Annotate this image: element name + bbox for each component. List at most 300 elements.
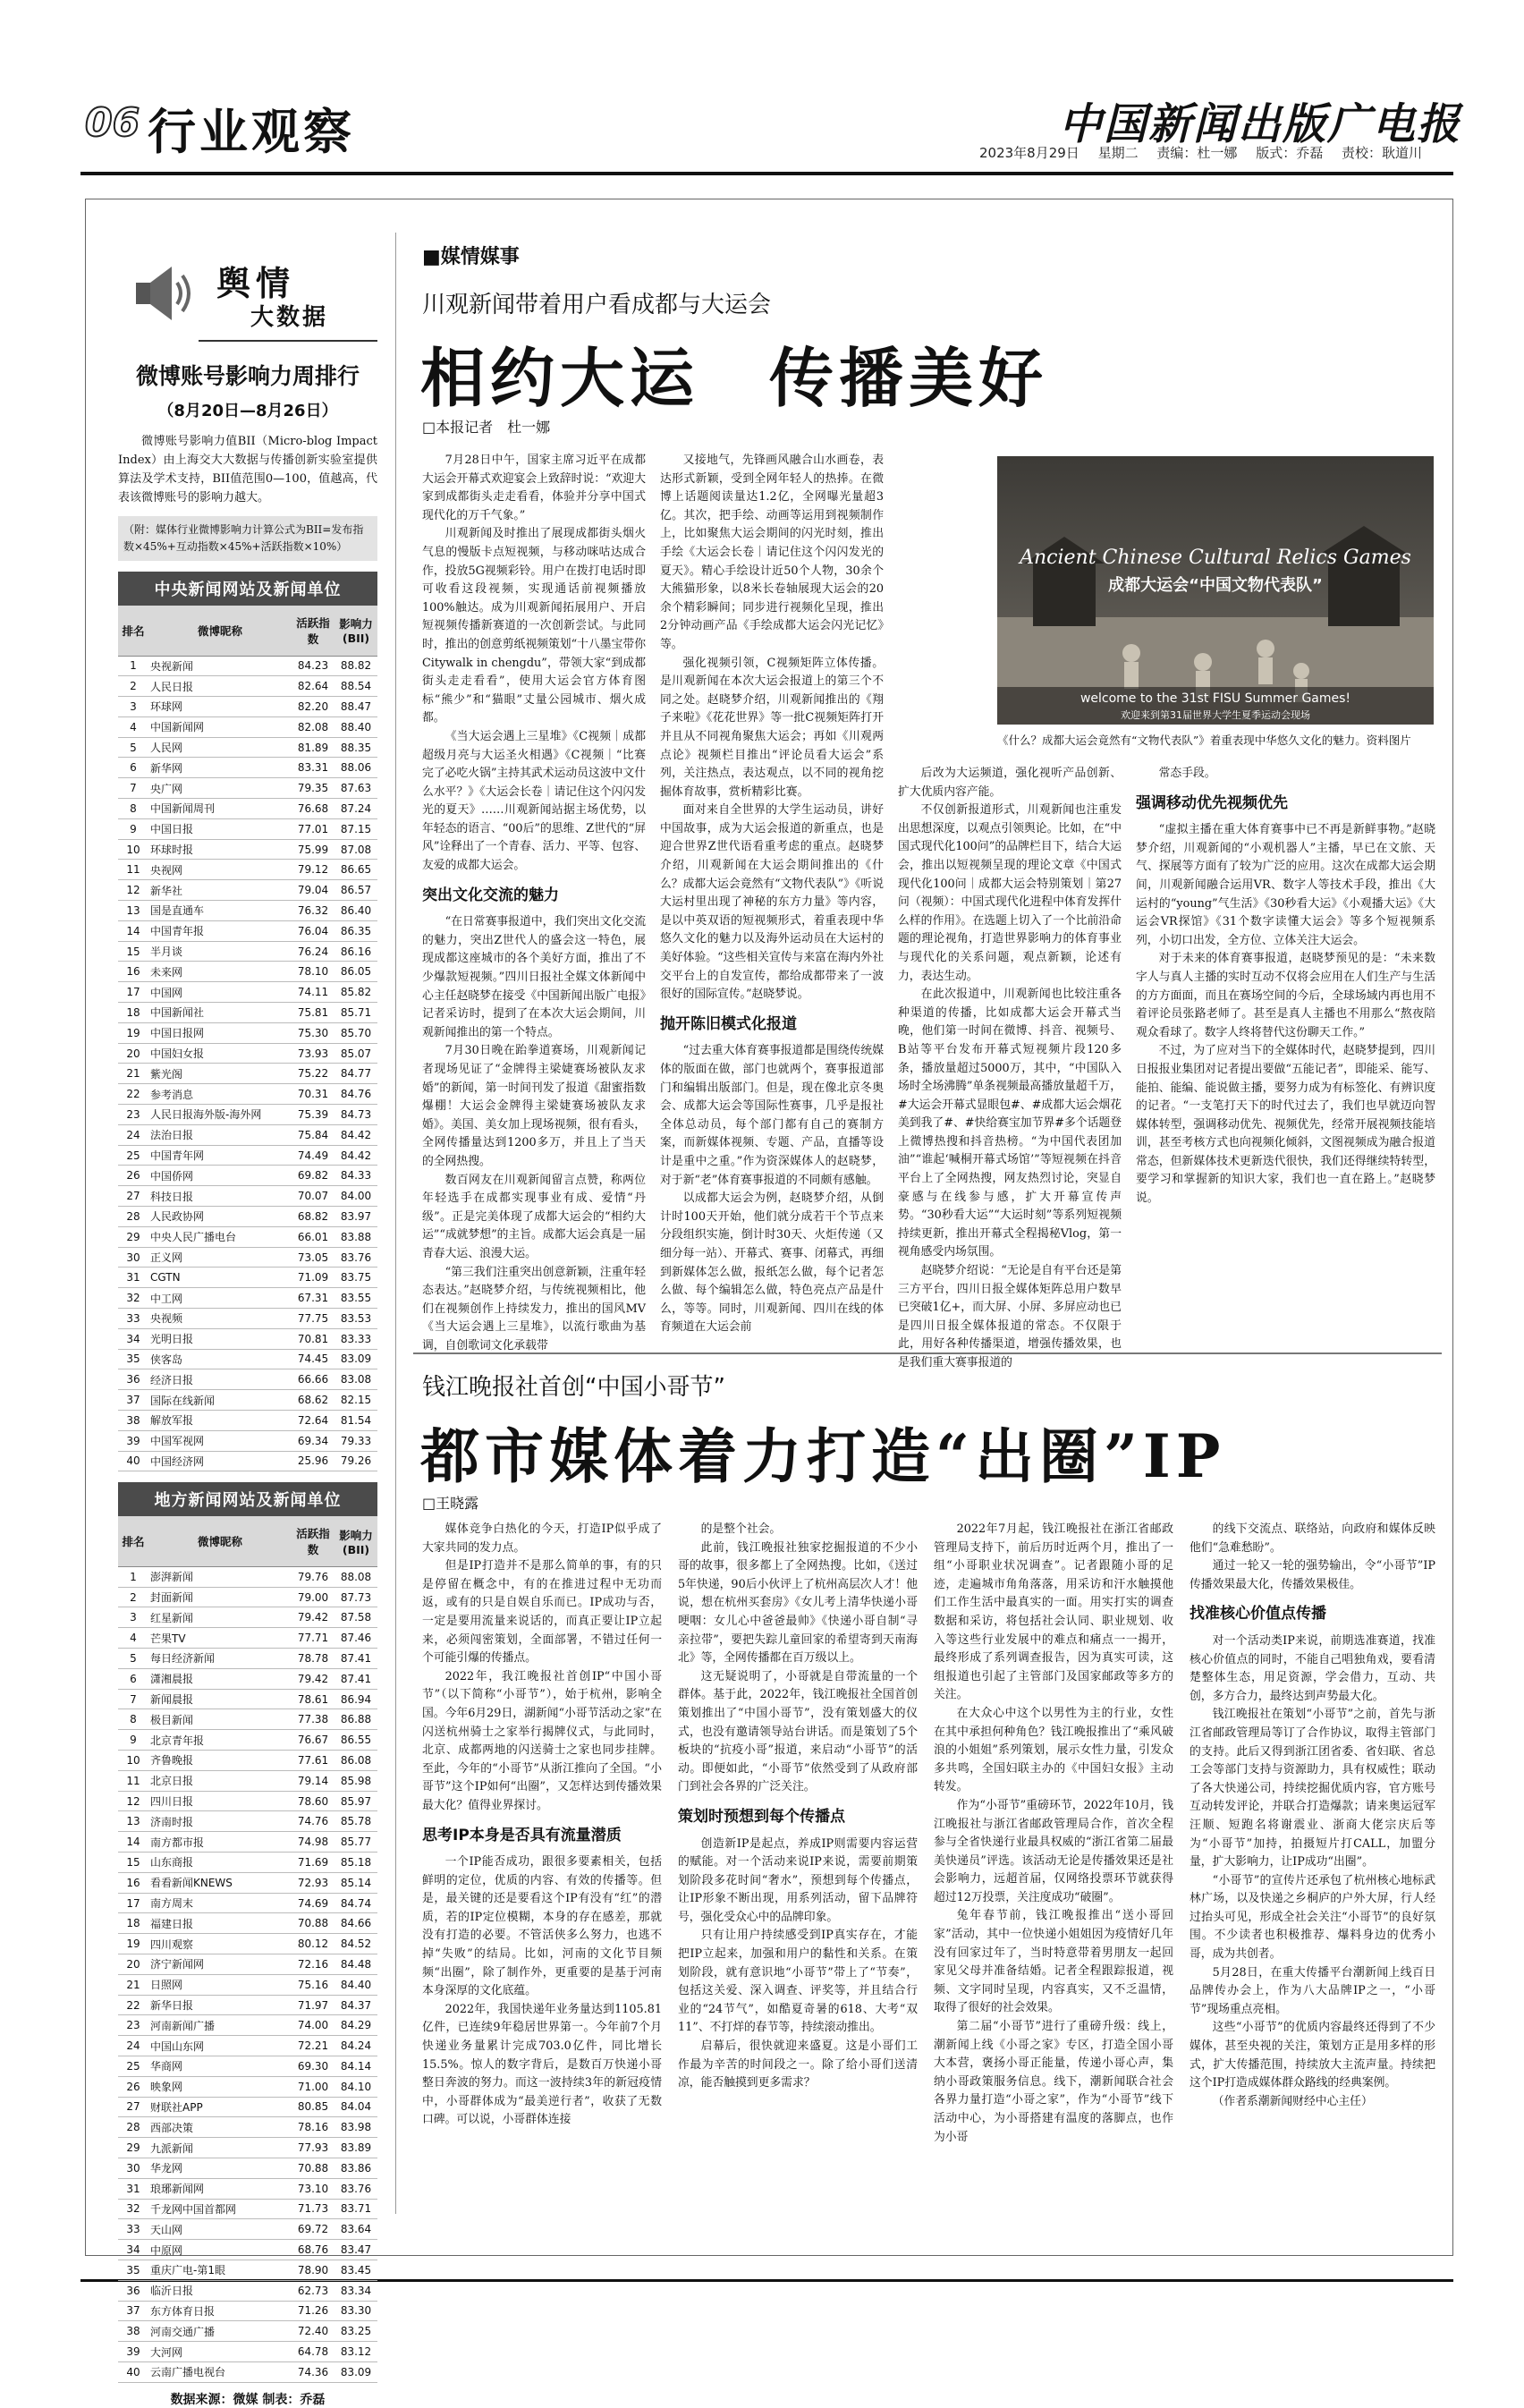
banner-rule [199,340,377,342]
sidebar-banner [118,250,377,344]
table-row [118,1309,377,1329]
photo-welcome-cn: 欢迎来到第31届世界大学生夏季运动会现场 [1121,709,1310,721]
impact-cell: 83.12 [334,2342,377,2362]
table-row [118,2015,377,2036]
article1-subheading-3: 强调移动优先视频优先 [1136,793,1288,812]
impact-cell: 87.73 [334,1587,377,1607]
table-row [118,1369,377,1390]
paragraph: “虚拟主播在重大体育赛事中已不再是新鲜事物。”赵晓梦介绍，川观新闻的“小观机器人”主播，早已在文旅、天气、探展等方面有了较为广泛的应用。这次在成都大运会期间，川观新闻融合运用VR、数字人等技术手段，推出《大运村的“young”气生活》《30秒看大运》《小观播大运》《大运会VR探馆》《31个数字读懂大运会》等多个短视频系列，小切口出发，全方位、立体关注大运会。 [1136,823,1435,947]
name-cell: 重庆广电-第1眼 [148,2260,292,2280]
active-cell: 70.31 [292,1084,334,1105]
article1-col1b-body [422,913,646,1355]
name-cell: 中国侨网 [148,1166,292,1186]
name-cell: 映象网 [148,2076,292,2097]
table-row [118,962,377,982]
rank-cell: 37 [118,1390,148,1411]
active-cell: 80.12 [292,1934,334,1954]
impact-cell: 87.24 [334,799,377,819]
name-cell: 东方体育日报 [148,2301,292,2321]
article2-col2 [678,1521,918,2205]
name-cell: 央视新闻 [148,656,292,676]
paragraph: 这些“小哥节”的优质内容最终还得到了不少媒体，甚至央视的关注，策划方正是用多样的形式，扩大传播范围，持续放大主流声量。持续把这个IP打造成媒体群众路线的经典案例。 [1190,2021,1435,2090]
active-cell: 84.23 [292,656,334,676]
issue-meta [979,143,1436,162]
impact-cell: 83.34 [334,2280,377,2301]
table-row [118,1751,377,1771]
table-row [118,1430,377,1451]
active-cell: 69.82 [292,1166,334,1186]
table-row [118,941,377,962]
active-cell: 74.49 [292,1145,334,1166]
table-row [118,1288,377,1309]
active-cell: 72.21 [292,2036,334,2056]
col-impact: 影响力(BII) [334,606,377,656]
table-row [118,1668,377,1689]
impact-cell: 83.64 [334,2219,377,2240]
rank-cell: 18 [118,1913,148,1934]
article1-col2b-body [660,1042,884,1337]
paragraph: 但是IP打造并不是那么简单的事，有的只是停留在概念中，有的在推进过程中无功而返，或有的只是自娱自乐而已。IP成功与否，一定是要用流量来说话的，而真正要让IP立起来，必须闯密策划，全面部署，不错过任何一个可能引爆的传播点。 [422,1559,662,1666]
name-cell: 云南广播电视台 [148,2361,292,2382]
active-cell: 76.68 [292,799,334,819]
table-row [118,860,377,880]
rank-cell: 40 [118,2361,148,2382]
rank-cell: 21 [118,1064,148,1084]
photo-spacer [898,452,1122,765]
table-row [118,758,377,778]
impact-cell: 84.10 [334,2076,377,2097]
rank-cell: 33 [118,2219,148,2240]
rank-cell: 32 [118,2199,148,2219]
table-row [118,716,377,737]
name-cell: 澎湃新闻 [148,1566,292,1587]
impact-cell: 88.06 [334,758,377,778]
paragraph: 创造新IP是起点，养成IP则需要内容运营的赋能。对一个活动来说IP来说，需要前期策划阶段多花时间“奢水”，预想到每个传播点，让IP形象不断出现，用系列活动，留下品牌符号，强化受众心中的品牌印象。 [678,1836,918,1924]
paragraph: 第二届“小哥节”进行了重磅升级：线上，潮新闻上线《小哥之家》专区，打造全国小哥大本营，褒扬小哥正能量，传递小哥心声，集纳小哥政策服务信息。线下，潮新闻联合社会各界力量打造“小哥之家”，作为“小哥节”线下活动中心，为小哥搭建有温度的落脚点，也作为小哥 [934,2020,1173,2144]
name-cell: 临沂日报 [148,2280,292,2301]
rank-cell: 24 [118,2036,148,2056]
table-row [118,1207,377,1227]
impact-cell: 83.86 [334,2158,377,2178]
name-cell: 南方都市报 [148,1832,292,1853]
table-row [118,1064,377,1084]
active-cell: 25.96 [292,1451,334,1471]
rank-cell: 32 [118,1288,148,1309]
name-cell: 济宁新闻网 [148,1954,292,1975]
paragraph: “在日常赛事报道中，我们突出文化交流的魅力，突出Z世代人的盛会这一特色，展现成都这座城市的各个美好方面，推出了不少爆款短视频。”四川日报社全媒文体新闻中心主任赵晓梦在接受《中国新闻出版广电报》记者采访时，提到了在本次大运会期间，川观新闻推出的第一个特点。 [422,915,646,1039]
rank-cell: 26 [118,1166,148,1186]
rank-cell: 34 [118,2240,148,2260]
rank-cell: 10 [118,1751,148,1771]
name-cell: 芒果TV [148,1628,292,1649]
article2-subheading-1: 思考IP本身是否具有流量潜质 [422,1826,622,1844]
article1-col3 [898,452,1122,1369]
paragraph: 7月30日晚在跆拳道赛场，川观新闻记者现场见证了“金牌得主梁婕赛场被队友求婚”的新闻，第一时间刊发了报道《甜蜜指数爆棚！大运会金牌得主梁婕赛场被队友求婚》。美国、美女加上现场视频，很有看头，全网传播量达到1200多万，并且上了当天的全网热搜。 [422,1044,646,1168]
active-cell: 70.88 [292,1913,334,1934]
impact-cell: 84.04 [334,2097,377,2117]
rank-cell: 27 [118,2097,148,2117]
name-cell: 中国新闻网 [148,716,292,737]
active-cell: 78.78 [292,1649,334,1669]
rank-cell: 20 [118,1043,148,1064]
rank-cell: 3 [118,1607,148,1628]
paragraph: 2022年7月起，钱江晚报社在浙江省邮政管理局支持下，前后历时近两个月，推出了一组“小哥职业状况调查”。记者跟随小哥的足迹，走遍城市角角落落，用采访和汗水触摸他们工作生活中最真实的一面。用实打实的调查数据和采访，将包括社会认同、职业规划、收入等这些行业发展中的难点和痛点一一揭开，最终形成了系列调查报告，因为真实可读，这组报道也引起了主管部门及国家邮政等多方的关注。 [934,1522,1173,1702]
table-row [118,799,377,819]
impact-cell: 87.08 [334,839,377,860]
impact-cell: 84.48 [334,1954,377,1975]
impact-cell: 84.42 [334,1145,377,1166]
impact-cell: 83.53 [334,1309,377,1329]
table-row [118,2178,377,2199]
impact-cell: 86.94 [334,1689,377,1709]
impact-cell: 84.66 [334,1913,377,1934]
impact-cell: 84.37 [334,1995,377,2015]
impact-cell: 85.14 [334,1872,377,1893]
active-cell: 79.42 [292,1668,334,1689]
paragraph: 不仅创新报道形式，川观新闻也注重发出思想深度，以观点引领舆论。比如，在“中国式现代化100问”的品牌栏目下，结合大运会，推出以短视频呈现的理论文章《中国式现代化100问｜成都大运会特别策划｜第27问（视频）：中国式现代化进程中体育发挥什么样的作用》。在选题上切入了一个比前沿命题的理论视角，打造世界影响力的体育事业与现代化的关系问题，观点新颖，论述有力，表达生动。 [898,803,1122,983]
table-row [118,1410,377,1430]
name-cell: 潇湘晨报 [148,1668,292,1689]
paragraph: （作者系潮新闻财经中心主任） [1212,2094,1373,2108]
active-cell: 71.69 [292,1853,334,1873]
article1-col4a-body [1136,765,1435,784]
table-row [118,676,377,697]
table-row [118,1166,377,1186]
rank-cell: 35 [118,2260,148,2280]
name-cell: 央视网 [148,860,292,880]
col-impact: 影响力(BII) [334,1516,377,1566]
active-cell: 69.72 [292,2219,334,2240]
active-cell: 77.38 [292,1709,334,1730]
table-row [118,2117,377,2138]
banner-subtitle: 大数据 [250,304,329,331]
rank-cell: 19 [118,1022,148,1043]
active-cell: 81.89 [292,737,334,758]
table-row [118,2342,377,2362]
name-cell: 环球网 [148,697,292,717]
active-cell: 75.99 [292,839,334,860]
paragraph: 在大众心中这个以男性为主的行业，女性在其中承担何种角色？钱江晚报推出了“乘风破浪的小姐姐”系列策划，展示女性力量，引发众多共鸣，全国妇联主办的《中国妇女报》主动转发。 [934,1706,1173,1794]
article-tag: ■媒情媒事 [422,246,520,268]
active-cell: 78.61 [292,1689,334,1709]
active-cell: 80.85 [292,2097,334,2117]
active-cell: 72.64 [292,1410,334,1430]
name-cell: 华龙网 [148,2158,292,2178]
active-cell: 82.64 [292,676,334,697]
active-cell: 77.75 [292,1309,334,1329]
paragraph: “第三我们注重突出创意新颖，注重年轻态表达。”赵晓梦介绍，与传统视频相比，他们在视频创作上持续发力，推出的国风MV《当大运会遇上三星堆》，以流行歌曲为基调，自创歌词文化承载带 [422,1265,646,1352]
name-cell: 人民日报 [148,676,292,697]
active-cell: 75.81 [292,1003,334,1023]
rank-cell: 39 [118,2342,148,2362]
name-cell: 北京青年报 [148,1730,292,1751]
impact-cell: 86.08 [334,1751,377,1771]
active-cell: 62.73 [292,2280,334,2301]
table-row [118,2097,377,2117]
name-cell: CGTN [148,1268,292,1288]
active-cell: 72.40 [292,2321,334,2342]
rank-cell: 39 [118,1430,148,1451]
active-cell: 70.07 [292,1186,334,1207]
impact-cell: 83.08 [334,1369,377,1390]
table-row [118,1934,377,1954]
name-cell: 大河网 [148,2342,292,2362]
col-active: 活跃指数 [292,606,334,656]
active-cell: 75.22 [292,1064,334,1084]
name-cell: 中国新闻社 [148,1003,292,1023]
article-separator [413,1352,1442,1354]
rank-cell: 19 [118,1934,148,1954]
active-cell: 71.97 [292,1995,334,2015]
active-cell: 72.93 [292,1872,334,1893]
article1-col2 [660,452,884,1342]
rank-cell: 6 [118,1668,148,1689]
article1-byline: □本报记者 杜一娜 [422,419,551,436]
rank-cell: 25 [118,2056,148,2077]
impact-cell: 83.09 [334,1349,377,1369]
name-cell: 央视频 [148,1309,292,1329]
active-cell: 77.01 [292,818,334,839]
article2-subhead: 钱江晚报社首创“中国小哥节” [422,1374,725,1401]
active-cell: 68.82 [292,1207,334,1227]
rank-cell: 40 [118,1451,148,1471]
impact-cell: 84.14 [334,2056,377,2077]
paragraph: 2022年，我国快递年业务量达到1105.81亿件，已连续9年稳居世界第一。今年前7个月快递业务量累计完成703.0亿件，同比增长15.5%。惊人的数字背后，是数百万快递小哥整日奔波的努力。而这一波持续3年的新冠疫情中，小哥群体成为“最美逆行者”，收获了无数口碑。可以说，小哥群体连接 [422,2002,662,2127]
impact-cell: 87.58 [334,1607,377,1628]
rank-cell: 7 [118,778,148,799]
active-cell: 70.81 [292,1328,334,1349]
table-row [118,1247,377,1268]
rank-cell: 4 [118,716,148,737]
paragraph: 常态手段。 [1158,767,1216,780]
column-separator [395,233,396,2214]
impact-cell: 85.97 [334,1791,377,1811]
table-row [118,2321,377,2342]
active-cell: 79.00 [292,1587,334,1607]
impact-cell: 88.47 [334,697,377,717]
paragraph: 川观新闻及时推出了展现成都街头烟火气息的慢版卡点短视频，与移动咪咕达成合作，投放5G视频彩铃。用户在拨打电话时即可收看这段视频，实现通话前视频播放100%触达。成为川观新闻拓展用户、开启短视频传播新赛道的一次创新尝试。与此同时，推出的创意剪纸视频策划“十八墨宝带你Citywalk in chengdu”，带领大家“到成都街头走走看看”，使用大运会官方体育图标“熊少”和“猫眼”丈量公园城市、烟火成都。 [422,527,646,725]
impact-cell: 86.57 [334,880,377,901]
impact-cell: 88.40 [334,716,377,737]
impact-cell: 88.54 [334,676,377,697]
table-row [118,2361,377,2382]
table-row [118,2158,377,2178]
impact-cell: 86.05 [334,962,377,982]
local-ranking-table [118,1516,377,2382]
name-cell: 四川观察 [148,1934,292,1954]
table-row [118,2260,377,2280]
table-row [118,656,377,676]
active-cell: 71.09 [292,1268,334,1288]
name-cell: 人民政协网 [148,1207,292,1227]
impact-cell: 82.15 [334,1390,377,1411]
active-cell: 79.12 [292,860,334,880]
paragraph: 以成都大运会为例，赵晓梦介绍，从倒计时100天开始，他们就分成若干个节点来分段组织实施，倒计时30天、火炬传递（又细分每一站）、开幕式、赛事、闭幕式，再细到新媒体怎么做，报纸怎么做，每个记者怎么做、每个编辑怎么做，特色亮点产品是什么，等等。同时，川观新闻、四川在线的体育频道在大运会前 [660,1191,884,1335]
rank-cell: 11 [118,1770,148,1791]
table-row [118,2076,377,2097]
name-cell: 看看新闻KNEWS [148,1872,292,1893]
paragraph: 赵晓梦介绍说：“无论是自有平台还是第三方平台，四川日报全媒体矩阵总用户数早已突破1亿+，而大屏、小屏、多屏应动也已是四川日报全媒体报道的常态。不仅限于此，用好各种传播渠道，增强传播效果，也是我们重大赛事报道的 [898,1264,1122,1369]
name-cell: 新华日报 [148,1995,292,2015]
rank-cell: 27 [118,1186,148,1207]
article2-col3 [934,1521,1173,2205]
photo-welcome: welcome to the 31st FISU Summer Games! [1080,691,1351,706]
impact-cell: 87.41 [334,1649,377,1669]
active-cell: 75.39 [292,1105,334,1125]
table-row [118,1268,377,1288]
rank-cell: 22 [118,1084,148,1105]
active-cell: 79.42 [292,1607,334,1628]
table-row [118,2280,377,2301]
name-cell: 中国经济网 [148,1451,292,1471]
article2-col4a-body [1190,1521,1435,1594]
name-cell: 济南时报 [148,1811,292,1832]
name-cell: 每日经济新闻 [148,1649,292,1669]
article2-col1b-body [422,1853,662,2130]
rank-cell: 14 [118,1832,148,1853]
active-cell: 69.34 [292,1430,334,1451]
active-cell: 73.10 [292,2178,334,2199]
impact-cell: 83.98 [334,2117,377,2138]
name-cell: 中原网 [148,2240,292,2260]
table-row [118,1770,377,1791]
banner-title: 舆情 [216,264,296,303]
active-cell: 82.20 [292,697,334,717]
rank-cell: 8 [118,799,148,819]
section-title: 行业观察 [148,104,355,160]
name-cell: 经济日报 [148,1369,292,1390]
rank-cell: 13 [118,901,148,921]
table-row [118,1587,377,1607]
impact-cell: 86.16 [334,941,377,962]
rank-cell: 4 [118,1628,148,1649]
article1-col4 [1136,765,1435,1342]
table-row [118,1186,377,1207]
name-cell: 河南交通广播 [148,2321,292,2342]
impact-cell: 84.24 [334,2036,377,2056]
name-cell: 中国青年报 [148,920,292,941]
name-cell: 北京日报 [148,1770,292,1791]
active-cell: 74.69 [292,1893,334,1913]
active-cell: 77.71 [292,1628,334,1649]
table-row [118,1730,377,1751]
table-row [118,1607,377,1628]
article2-headline: 都市媒体着力打造“出圈”IP [420,1421,1226,1491]
table-row [118,1832,377,1853]
impact-cell: 85.82 [334,982,377,1003]
col-rank: 排名 [118,1516,148,1566]
rank-cell: 28 [118,1207,148,1227]
impact-cell: 87.63 [334,778,377,799]
impact-cell: 79.26 [334,1451,377,1471]
paragraph: 这无疑说明了，小哥就是自带流量的一个群体。基于此，2022年，钱江晚报社全国首创策划推出了“中国小哥节”，没有策划盛大的仪式，也没有邀请领导站台讲话。而是策划了5个板块的“抗疫小哥”报道，来启动“小哥节”的活动。即便如此，“小哥节”依然受到了从政府部门到社会各界的广泛关注。 [678,1669,918,1794]
table-row [118,2199,377,2219]
name-cell: 国际在线新闻 [148,1390,292,1411]
active-cell: 74.45 [292,1349,334,1369]
name-cell: 紫光阁 [148,1064,292,1084]
rank-cell: 31 [118,1268,148,1288]
paragraph: 面对来自全世界的大学生运动员，讲好中国故事，成为大运会报道的新重点，也是迎合世界Z世代语看重考虑的重点。赵晓梦介绍，川观新闻在大运会期间推出的《什么？成都大运会竟然有“文物代表队”》《听说大运村里出现了神秘的东方力量》等内容，是以中英双语的短视频形式，着重表现中华悠久文化的魅力以及海外运动员在大运村的美好体验。“这些相关宣传与来富在海内外社交平台上的自发宣传，都给成都带来了一波很好的国际宣传。”赵晓梦说。 [660,803,884,1002]
rank-cell: 26 [118,2076,148,2097]
photo-title: Ancient Chinese Cultural Relics Games [1020,547,1411,569]
paragraph: 2022年，我江晚报社首创IP“中国小哥节”（以下简称“小哥节”），始于杭州，影响全国。今年6月29日，湖新闻“小哥节活动之家”在闪送杭州骑士之家举行揭牌仪式，与此同时，北京、成都两地的闪送骑士之家也同步挂牌。至此，今年的“小哥节”从浙江推向了全国。“小哥节”这个IP如何“出圈”，又怎样达到传播效果最大化？值得业界探讨。 [422,1669,662,1812]
name-cell: 齐鲁晚报 [148,1751,292,1771]
rank-cell: 20 [118,1954,148,1975]
rank-cell: 2 [118,676,148,697]
active-cell: 69.30 [292,2056,334,2077]
impact-cell: 83.88 [334,1226,377,1247]
impact-cell: 85.77 [334,1832,377,1853]
impact-cell: 86.88 [334,1709,377,1730]
name-cell: 华商网 [148,2056,292,2077]
table-row [118,2219,377,2240]
active-cell: 71.26 [292,2301,334,2321]
impact-cell: 83.45 [334,2260,377,2280]
table-row [118,1145,377,1166]
table-row [118,1974,377,1995]
impact-cell: 88.82 [334,656,377,676]
impact-cell: 88.35 [334,737,377,758]
name-cell: 侠客岛 [148,1349,292,1369]
active-cell: 73.93 [292,1043,334,1064]
article2-col4 [1190,1521,1435,2205]
table-row [118,1628,377,1649]
active-cell: 71.73 [292,2199,334,2219]
impact-cell: 84.76 [334,1084,377,1105]
impact-cell: 85.70 [334,1022,377,1043]
paragraph: 不过，为了应对当下的全媒体时代，赵晓梦提到，四川日报报业集团对记者提出要做“五能记者”，即能采、能写、能拍、能编、能说做主播，要努力成为有标签化、有辨识度的记者。“一支笔打天下的时代过去了，我们也早就迈向智媒体转型，强调移动优先、视频优先，经常开展视频技能培训，甚至考核方式也向视频化倾斜，文图视频成为融合报道常态，但新媒体技术更新迭代很快，我们还得继续特转型，要学习和掌握新的知识大家，我们也一直在路上。”赵晓梦说。 [1136,1044,1435,1206]
active-cell: 79.04 [292,880,334,901]
article2-subheading-2: 策划时预想到每个传播点 [678,1807,845,1826]
name-cell: 新闻晨报 [148,1689,292,1709]
impact-cell: 83.30 [334,2301,377,2321]
rank-cell: 3 [118,697,148,717]
paragraph: 启幕后，很快就迎来盛夏。这是小哥们工作最为辛苦的时间段之一。除了给小哥们送清凉，能否触摸到更多需求？ [678,2039,918,2090]
active-cell: 76.32 [292,901,334,921]
paragraph: 通过一轮又一轮的强势输出，令“小哥节”IP传播效果最大化，传播效果极佳。 [1190,1559,1435,1591]
impact-cell: 87.46 [334,1628,377,1649]
table-row [118,2301,377,2321]
rank-cell: 30 [118,2158,148,2178]
article2-col1-body [422,1521,662,1816]
active-cell: 68.62 [292,1390,334,1411]
paragraph: 7月28日中午，国家主席习近平在成都大运会开幕式欢迎宴会上致辞时说：“欢迎大家到成都街头走走看看，体验并分享中国式现代化的万千气象。” [422,454,646,522]
col-name: 微博昵称 [148,606,292,656]
active-cell: 74.11 [292,982,334,1003]
table-footer: 数据来源：微媒 制表：乔磊 [170,2392,326,2407]
issue-date: 2023年8月29日 [979,145,1080,161]
paragraph: 钱江晚报社在策划“小哥节”之前，首先与浙江省邮政管理局等订了合作协议，取得主管部门的支持。此后又得到浙江团省委、省妇联、省总工会等部门支持与资源助力，具有权威性；联动了各大快递公司，持续挖掘优质内容，官方账号互动转发评论，并联合打造爆款；请来奥运冠军汪顺、短跑名将谢震业、浙商大佬宗庆后等为“小哥节”加持，拍摄短片打CALL，加盟分量，扩大影响力，让IP成功“出圈”。 [1190,1708,1435,1870]
name-cell: 千龙网中国首都网 [148,2199,292,2219]
table-row [118,2056,377,2077]
paragraph: 《当大运会遇上三星堆》《C视频｜成都超级月亮与大运圣火相遇》《C视频｜“比赛完了必吃火锅”主持其武术运动员这波中文什么水平？》《大运会长卷｜请记住这个闪闪发光的夏天》……川观新闻站据主场优势，以年轻态的语言、“00后”的思维、Z世代的“屏风”诠释出了一个青春、活力、平等、包容、友爱的成都大运会。 [422,729,646,873]
name-cell: 人民日报海外版-海外网 [148,1105,292,1125]
name-cell: 法治日报 [148,1124,292,1145]
rank-cell: 29 [118,1226,148,1247]
impact-cell: 88.08 [334,1566,377,1587]
issue-proof: 责校：耿道川 [1341,145,1422,161]
table-row [118,1349,377,1369]
article1-headline: 相约大运 传播美好 [420,340,1049,416]
article2-byline: □王晓露 [422,1495,479,1512]
top-rule [80,172,1453,175]
table-row [118,880,377,901]
impact-cell: 85.07 [334,1043,377,1064]
rank-cell: 24 [118,1124,148,1145]
paragraph: 的是整个社会。 [700,1522,782,1536]
rank-cell: 35 [118,1349,148,1369]
active-cell: 78.90 [292,2260,334,2280]
